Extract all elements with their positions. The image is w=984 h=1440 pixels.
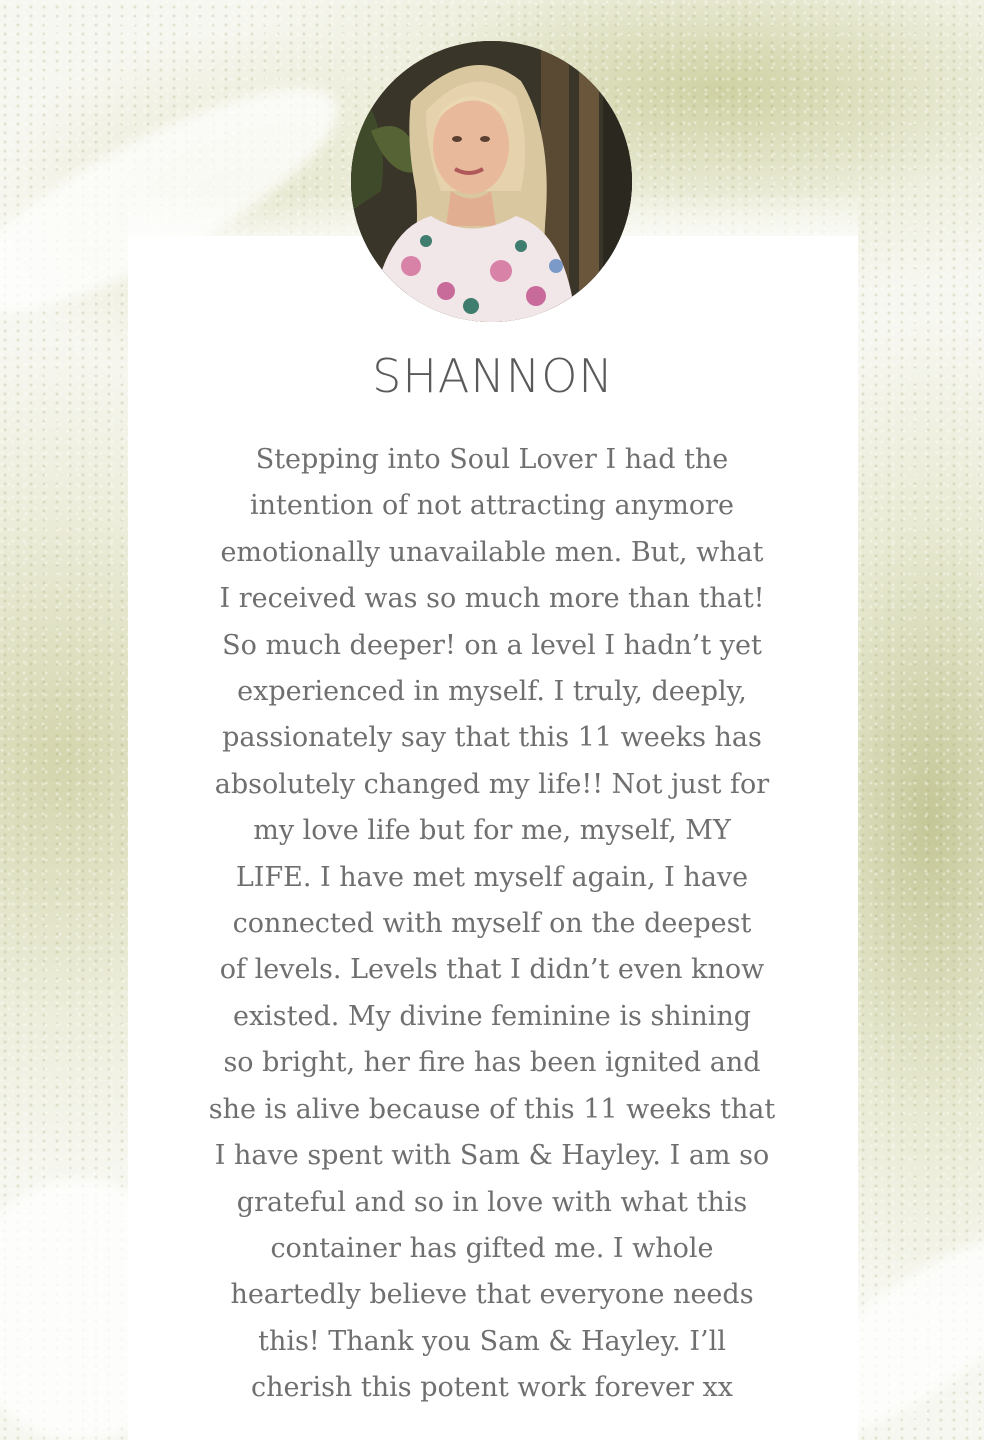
quote-line: emotionally unavailable men. But, what xyxy=(220,536,764,568)
quote-line: she is alive because of this 11 weeks that xyxy=(208,1093,776,1125)
testimonial-quote xyxy=(172,437,812,1412)
quote-line: container has gifted me. I whole xyxy=(270,1232,714,1264)
portrait-photo-icon xyxy=(351,41,632,322)
quote-line: of levels. Levels that I didn’t even know xyxy=(219,954,765,986)
quote-line: I have spent with Sam & Hayley. I am so xyxy=(214,1140,770,1172)
quote-line: this! Thank you Sam & Hayley. I’ll xyxy=(258,1325,726,1357)
quote-line: So much deeper! on a level I hadn’t yet xyxy=(222,629,762,661)
avatar xyxy=(351,41,632,322)
quote-line: LIFE. I have met myself again, I have xyxy=(235,861,749,893)
quote-line: grateful and so in love with what this xyxy=(236,1186,748,1218)
quote-line: cherish this potent work forever xx xyxy=(251,1372,733,1404)
quote-line: heartedly believe that everyone needs xyxy=(230,1279,754,1311)
quote-line: absolutely changed my life!! Not just for xyxy=(214,768,770,800)
quote-line: so bright, her fire has been ignited and xyxy=(223,1047,761,1079)
quote-line: intention of not attracting anymore xyxy=(249,490,734,522)
quote-line: existed. My divine feminine is shining xyxy=(232,1000,752,1032)
quote-line: experienced in myself. I truly, deeply, xyxy=(237,676,747,708)
quote-line: Stepping into Soul Lover I had the xyxy=(255,444,729,475)
quote-line: connected with myself on the deepest xyxy=(232,908,752,940)
quote-line: passionately say that this 11 weeks has xyxy=(222,722,762,754)
testimonial-name: SHANNON xyxy=(372,349,614,403)
quote-line: my love life but for me, myself, MY xyxy=(253,815,731,847)
quote-line: I received was so much more than that! xyxy=(219,583,765,615)
